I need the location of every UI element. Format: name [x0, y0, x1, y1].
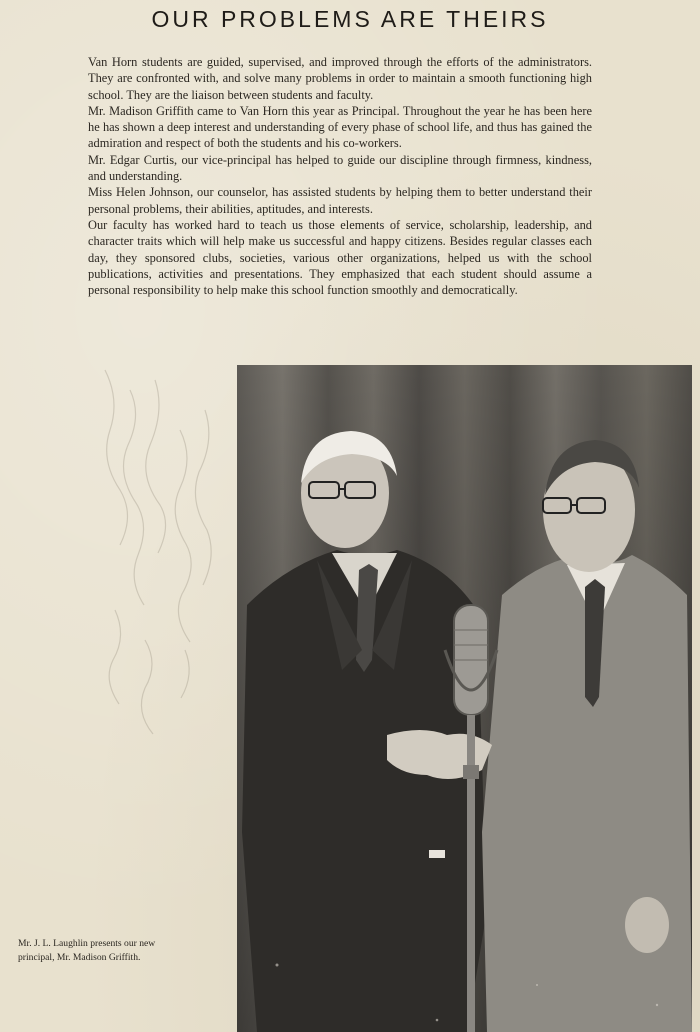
photo-caption	[18, 937, 218, 965]
paragraph-principal: Mr. Madison Griffith came to Van Horn this year as Principal. Throughout the year he has been here he has shown a deep interest and understanding of every phase of school life, and thus has gained the admiration and respect of both the students and his co-workers.	[88, 103, 592, 151]
paragraph-faculty: Our faculty has worked hard to teach us those elements of service, scholarship, leadership, and character traits which will help make us successful and happy citizens. Besides regular classes each day, they sponsored clubs, societies, various other organizations, helped us with the school publications, activities and presentations. They emphasized that each student should assume a personal responsibility to help make this school function smoothly and democratically.	[88, 217, 592, 298]
caption-line-1: Mr. J. L. Laughlin presents our new	[18, 938, 156, 949]
bleed-through-handwriting	[85, 350, 235, 800]
paragraph-counselor: Miss Helen Johnson, our counselor, has assisted students by helping them to better understand their personal problems, their abilities, aptitudes, and interests.	[88, 185, 592, 216]
paragraph-vice-principal: Mr. Edgar Curtis, our vice-principal has helped to guide our discipline through firmness, kindness, and understanding.	[88, 152, 592, 184]
page-title: OUR PROBLEMS ARE THEIRS	[151, 6, 549, 32]
handshake-photo	[237, 365, 692, 1032]
caption-line-2: principal, Mr. Madison Griffith.	[18, 952, 141, 963]
paragraph-administrators: Van Horn students are guided, supervised, and improved through the efforts of the administrators. They are confronted with, and solve many problems in order to maintain a smooth functioning high school. They are the liaison between students and faculty.	[88, 55, 592, 102]
photo-illustration	[237, 365, 692, 1032]
article-body	[88, 54, 592, 298]
